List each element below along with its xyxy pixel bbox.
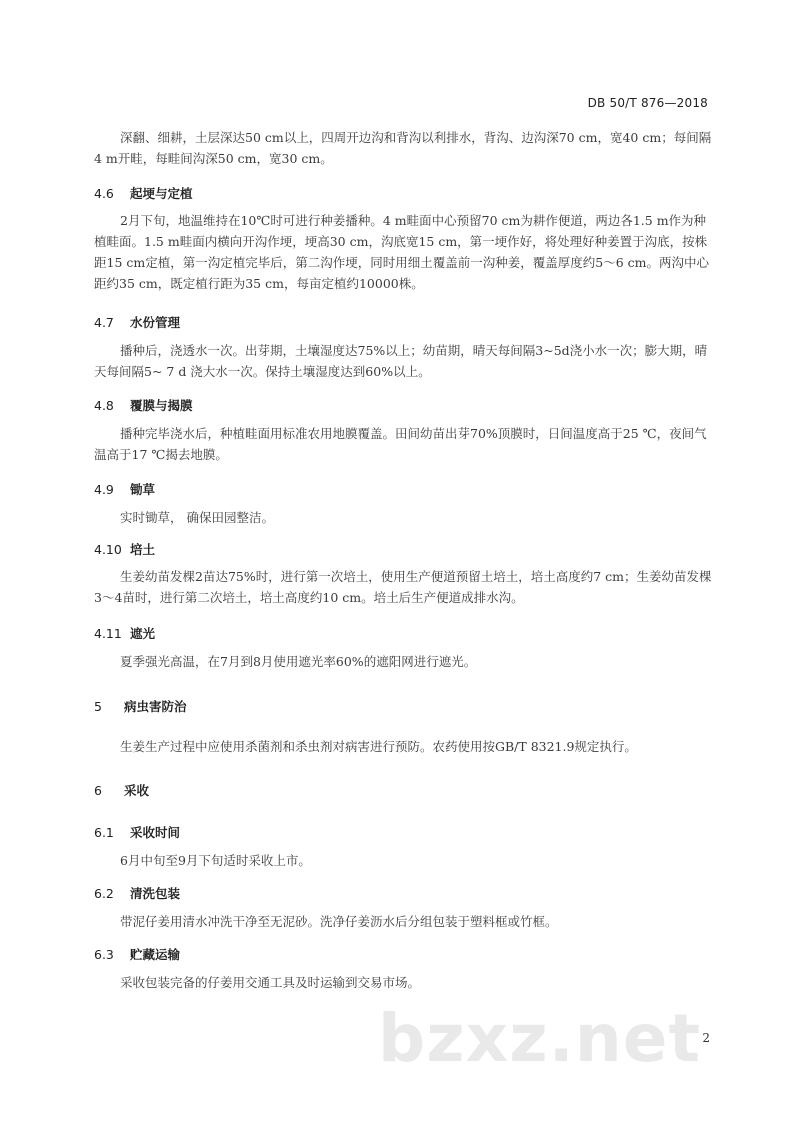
section-number: 6.3 [94,947,114,962]
section-number: 4.11 [94,626,122,641]
section-body-4-10 [94,566,714,608]
section-title: 起埂与定植 [130,186,193,201]
section-title: 贮藏运输 [130,947,181,962]
section-number: 4.8 [94,398,114,413]
paragraph-text: 生姜幼苗发棵2苗达75%时，进行第一次培土，使用生产便道预留土培土，培土高度约7 cm；生姜幼苗发棵3～4苗时，进行第二次培土，培土高度约10 cm。培土后生产便道成排水沟。 [94,569,712,605]
section-heading-4-10 [94,540,155,558]
paragraph-text: 夏季强光高温，在7月到8月使用遮光率60%的遮阳网进行遮光。 [120,654,477,669]
section-heading-4-6 [94,184,193,202]
section-heading-4-11 [94,624,155,642]
section-title: 水份管理 [130,315,181,330]
paragraph-text: 生姜生产过程中应使用杀菌剂和杀虫剂对病害进行预防。农药使用按GB/T 8321.9规定执行。 [120,739,637,754]
section-title: 病虫害防治 [124,699,187,714]
section-title: 采收 [124,783,150,798]
paragraph-text: 播种完毕浇水后，种植畦面用标准农用地膜覆盖。田间幼苗出芽70%顶膜时，日间温度高于25 ℃，夜间气温高于17 ℃揭去地膜。 [94,426,707,462]
section-heading-4-7 [94,313,180,331]
section-title: 遮光 [130,626,156,641]
section-body-6-3 [94,972,714,993]
section-body-4-8 [94,423,714,465]
paragraph-text: 2月下旬，地温维持在10℃时可进行种姜播种。4 m畦面中心预留70 cm为耕作便道，两边各1.5 m作为种植畦面。1.5 m畦面内横向开沟作埂，埂高30 cm，沟底宽15 cm，第一埂作好，将处理好种姜置于沟底，按株距15 cm定植，第一沟定植完毕后，第二沟作埂，同时用细土覆盖前一沟种姜，覆盖厚度约5～6 cm。两沟中心距约35 cm，既定植行距为35 cm，每亩定植约10000株。 [94,213,709,291]
section-number: 4.9 [94,482,114,497]
section-heading-4-8 [94,396,193,414]
section-title: 培土 [130,542,156,557]
section-body-6-2 [94,911,714,932]
section-number: 5 [94,699,102,714]
watermark-text: bzxz.net [378,1000,702,1077]
section-title: 采收时间 [130,825,181,840]
section-title: 覆膜与揭膜 [130,398,193,413]
section-title: 锄草 [130,482,156,497]
section-number: 4.10 [94,542,122,557]
section-title: 清洗包装 [130,886,181,901]
section-number: 6 [94,783,102,798]
document-code-header: DB 50/T 876—2018 [587,96,708,110]
section-body-4-9 [94,507,714,528]
section-body-4-6 [94,210,714,294]
page-number: 2 [702,1031,710,1045]
section-heading-5 [94,697,187,715]
intro-paragraph [94,127,714,169]
section-heading-6-2 [94,884,180,902]
section-body-4-7 [94,340,714,382]
section-number: 6.1 [94,825,114,840]
section-heading-6-3 [94,945,180,963]
section-number: 6.2 [94,886,114,901]
paragraph-text: 播种后，浇透水一次。出芽期，土壤湿度达75%以上；幼苗期，晴天每间隔3~5d浇小水一次；膨大期，晴天每间隔5~ 7 d 浇大水一次。保持土壤湿度达到60%以上。 [94,343,708,379]
paragraph-text: 6月中旬至9月下旬适时采收上市。 [120,853,311,868]
section-heading-6-1 [94,823,180,841]
paragraph-text: 实时锄草， 确保田园整洁。 [120,510,274,525]
section-number: 4.6 [94,186,114,201]
section-body-6-1 [94,850,714,871]
section-body-4-11 [94,651,714,672]
paragraph-text: 带泥仔姜用清水冲洗干净至无泥砂。洗净仔姜沥水后分组包装于塑料框或竹框。 [120,914,558,929]
paragraph-text: 采收包装完备的仔姜用交通工具及时运输到交易市场。 [120,975,421,990]
paragraph-text: 深翻、细耕，土层深达50 cm以上，四周开边沟和背沟以利排水，背沟、边沟深70 cm，宽40 cm；每间隔4 m开畦，每畦间沟深50 cm，宽30 cm。 [94,130,712,166]
section-heading-6 [94,781,149,799]
section-body-5 [94,736,714,757]
section-heading-4-9 [94,480,155,498]
section-number: 4.7 [94,315,114,330]
